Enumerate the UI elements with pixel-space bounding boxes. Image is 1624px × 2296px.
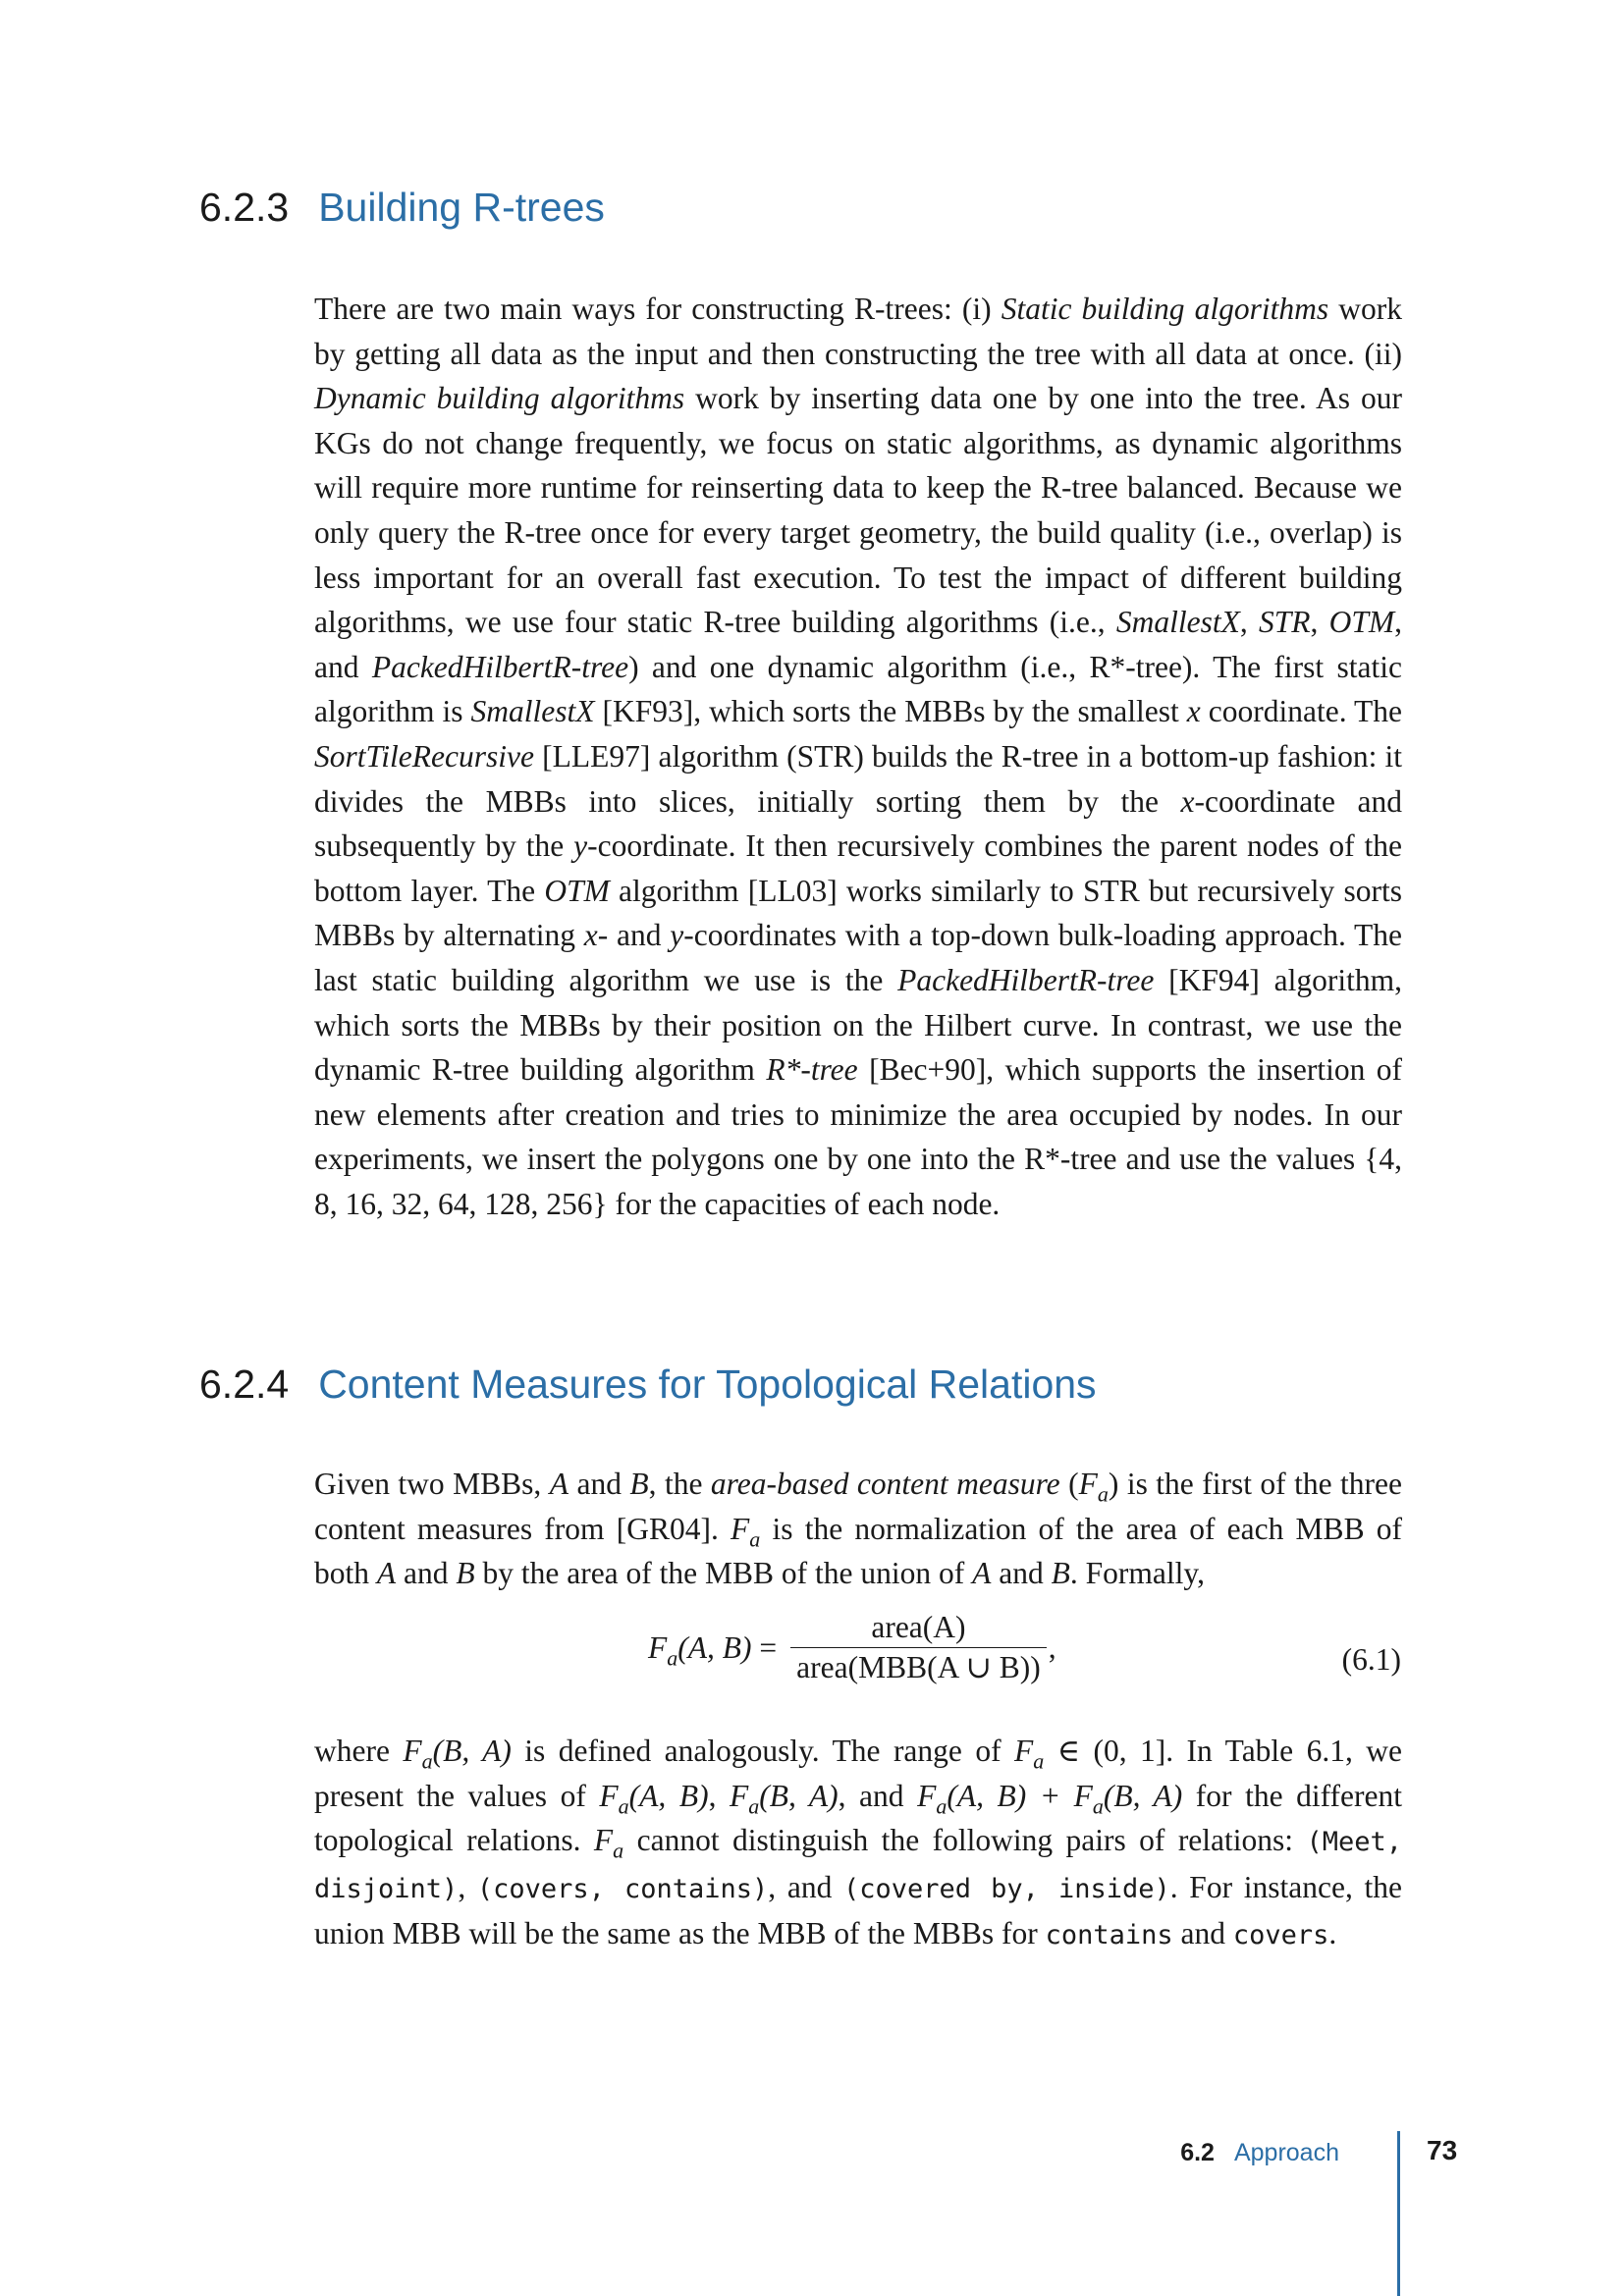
section-title: Building R-trees xyxy=(318,185,605,230)
fraction-numerator: area(A) xyxy=(790,1610,1047,1648)
emphasis: OTM xyxy=(1328,605,1395,640)
text: ( xyxy=(1059,1467,1079,1501)
text: ) and one dynamic algorithm (i.e., R*-tree). The first static algorithm is xyxy=(314,649,1402,729)
code-relation: covers xyxy=(1232,1920,1329,1951)
math-var: A xyxy=(549,1467,569,1501)
math-args: (A, B) + xyxy=(947,1778,1074,1813)
text: is defined analogously. The range of xyxy=(511,1734,1014,1768)
text: where xyxy=(314,1734,404,1768)
text: -coordinates with a top-down bulk-loading approach. The last static building algorithm we use is the xyxy=(314,918,1402,997)
math-var: B xyxy=(629,1467,649,1501)
text: cannot distinguish the following pairs of relations: xyxy=(623,1823,1307,1858)
math-var: x xyxy=(1180,783,1195,819)
footer-section-title: Approach xyxy=(1233,2139,1339,2166)
text: , and xyxy=(314,605,1402,684)
math-args: (B, A) xyxy=(432,1734,512,1768)
section-heading-6-2-3 xyxy=(199,187,605,228)
paragraph-building-rtrees xyxy=(314,287,1402,1226)
emphasis: OTM xyxy=(544,873,610,908)
text: There are two main ways for constructing R-trees: (i) xyxy=(314,292,1001,326)
equation-number: (6.1) xyxy=(1341,1642,1401,1677)
math-subscript: a xyxy=(618,1792,629,1818)
running-footer xyxy=(1180,2139,1339,2167)
math-subscript: a xyxy=(936,1792,947,1818)
text: . xyxy=(1328,1916,1337,1951)
code-relation-pair: (covered by, inside) xyxy=(843,1873,1170,1904)
paragraph-content-measure-range xyxy=(314,1729,1402,1958)
text: [LLE97] algorithm (STR) builds the R-tree in a bottom-up fashion: it divides the MBBs into slices, initially sorting them by the xyxy=(314,738,1402,819)
math-var: y xyxy=(670,918,684,953)
text: for the different topological relations. xyxy=(314,1778,1402,1858)
footer-section-number: 6.2 xyxy=(1180,2139,1215,2166)
text: [Bec+90], which supports the insertion of new elements after creation and tries to minimize the area occupied by nodes. In our experiments, we insert the polygons one by one into the R*-tree and use the values xyxy=(314,1052,1402,1177)
math-subscript: a xyxy=(748,1792,760,1818)
emphasis: area-based content measure xyxy=(710,1467,1060,1501)
math-var: F xyxy=(731,1511,750,1546)
math-var: A xyxy=(972,1556,992,1591)
text: , the xyxy=(648,1467,711,1501)
math-var: F xyxy=(1078,1467,1098,1501)
math-var: x xyxy=(1186,694,1201,729)
math-args: (A, B) xyxy=(677,1629,752,1665)
text: algorithm [LL03] works similarly to STR but recursively sorts MBBs by alternating xyxy=(314,873,1402,953)
math-var: y xyxy=(573,828,588,864)
math-subscript: a xyxy=(749,1525,761,1551)
math-subscript: a xyxy=(613,1838,624,1863)
math-args: (A, B) xyxy=(628,1778,709,1813)
paragraph-content-measure-intro xyxy=(314,1462,1402,1596)
text: and xyxy=(1172,1916,1233,1951)
text: by the area of the MBB of the union of xyxy=(474,1556,973,1591)
code-relation: contains xyxy=(1045,1920,1173,1951)
code-relation-pair: (Meet, disjoint) xyxy=(314,1827,1402,1904)
text: work by inserting data one by one into the tree. As our KGs do not change frequently, we focus on static algorithms, as dynamic algorithms will require more runtime for reinserting data to keep the R-tree balanced. Because we only query the R-tree once for every target geometry, the build quality (i.e., overlap) is less important for an overall fast execution. To test the impact of different building algorithms, we use four static R-tree building algorithms (i.e., xyxy=(314,381,1402,640)
text: , xyxy=(1239,605,1259,640)
emphasis: Static building algorithms xyxy=(1001,292,1329,326)
text: , xyxy=(458,1869,477,1904)
text: coordinate. The xyxy=(1200,694,1402,729)
section-number: 6.2.3 xyxy=(199,185,290,230)
text: , xyxy=(1310,605,1329,640)
equation-lhs xyxy=(648,1629,778,1670)
math-subscript: a xyxy=(1033,1748,1045,1774)
text: [KF93], which sorts the MBBs by the smallest xyxy=(594,694,1187,729)
text: . For instance, the union MBB will be the same as the MBB of the MBBs for xyxy=(314,1869,1402,1951)
math-var: B xyxy=(1051,1556,1070,1591)
math-var: F xyxy=(403,1734,422,1768)
section-number: 6.2.4 xyxy=(199,1362,290,1407)
math-range: ∈ (0, 1] xyxy=(1044,1734,1166,1768)
math-set: {4, 8, 16, 32, 64, 128, 256} xyxy=(314,1142,1402,1221)
footer-divider xyxy=(1397,2131,1400,2296)
emphasis: PackedHilbertR-tree xyxy=(371,649,629,684)
math-var: F xyxy=(730,1778,749,1813)
math-var: B xyxy=(456,1556,475,1591)
text: . Formally, xyxy=(1069,1556,1205,1591)
math-var: F xyxy=(599,1778,619,1813)
math-args: (B, A) xyxy=(759,1778,839,1813)
text: for the capacities of each node. xyxy=(607,1186,1001,1221)
math-var: F xyxy=(593,1823,614,1858)
emphasis: SmallestX xyxy=(1115,605,1240,640)
text: - and xyxy=(597,918,671,953)
math-subscript: a xyxy=(1097,1481,1109,1507)
math-var: x xyxy=(583,918,598,953)
math-subscript: a xyxy=(421,1748,433,1774)
fraction-denominator: area(MBB(A ∪ B)) xyxy=(796,1650,1041,1684)
section-heading-6-2-4 xyxy=(199,1364,1097,1405)
text: -coordinate and subsequently by the xyxy=(314,783,1402,864)
text: . In Table 6.1, we present the values of xyxy=(314,1734,1402,1813)
text: and xyxy=(991,1556,1052,1591)
equation-comma: , xyxy=(1048,1629,1056,1665)
emphasis: SmallestX xyxy=(470,694,595,729)
math-var: F xyxy=(648,1629,668,1665)
text: , and xyxy=(768,1869,844,1904)
page-number: 73 xyxy=(1427,2135,1458,2165)
emphasis: STR xyxy=(1258,605,1311,640)
text: ) is the first of the three content measures from [GR04]. xyxy=(314,1467,1403,1546)
math-subscript: a xyxy=(1092,1792,1104,1818)
text: , and xyxy=(838,1778,918,1813)
text: and xyxy=(568,1467,630,1501)
text: work by getting all data as the input and then constructing the tree with all data at once. (ii) xyxy=(314,292,1402,371)
text: -coordinate. It then recursively combines the parent nodes of the bottom layer. The xyxy=(314,828,1403,908)
emphasis: PackedHilbertR-tree xyxy=(897,962,1155,997)
fraction xyxy=(790,1610,1047,1685)
math-var: F xyxy=(917,1778,937,1813)
math-args: (B, A) xyxy=(1103,1778,1183,1813)
math-var: F xyxy=(1073,1778,1093,1813)
section-title: Content Measures for Topological Relations xyxy=(318,1362,1097,1407)
code-relation-pair: (covers, contains) xyxy=(476,1873,769,1904)
equation-6-1 xyxy=(648,1610,1056,1685)
text: [KF94] algorithm, which sorts the MBBs by their position on the Hilbert curve. In contrast, we use the dynamic R-tree building algorithm xyxy=(314,962,1402,1088)
text: is the normalization of the area of each MBB of both xyxy=(314,1511,1403,1591)
text: and xyxy=(396,1556,457,1591)
emphasis: SortTileRecursive xyxy=(314,738,534,774)
math-subscript: a xyxy=(667,1644,678,1670)
math-var: A xyxy=(376,1556,397,1591)
equals-sign: = xyxy=(759,1629,778,1665)
emphasis: R*-tree xyxy=(766,1052,858,1088)
text: , xyxy=(708,1778,731,1813)
emphasis: Dynamic building algorithms xyxy=(314,381,685,416)
math-var: F xyxy=(1014,1734,1034,1768)
text: Given two MBBs, xyxy=(314,1467,550,1501)
